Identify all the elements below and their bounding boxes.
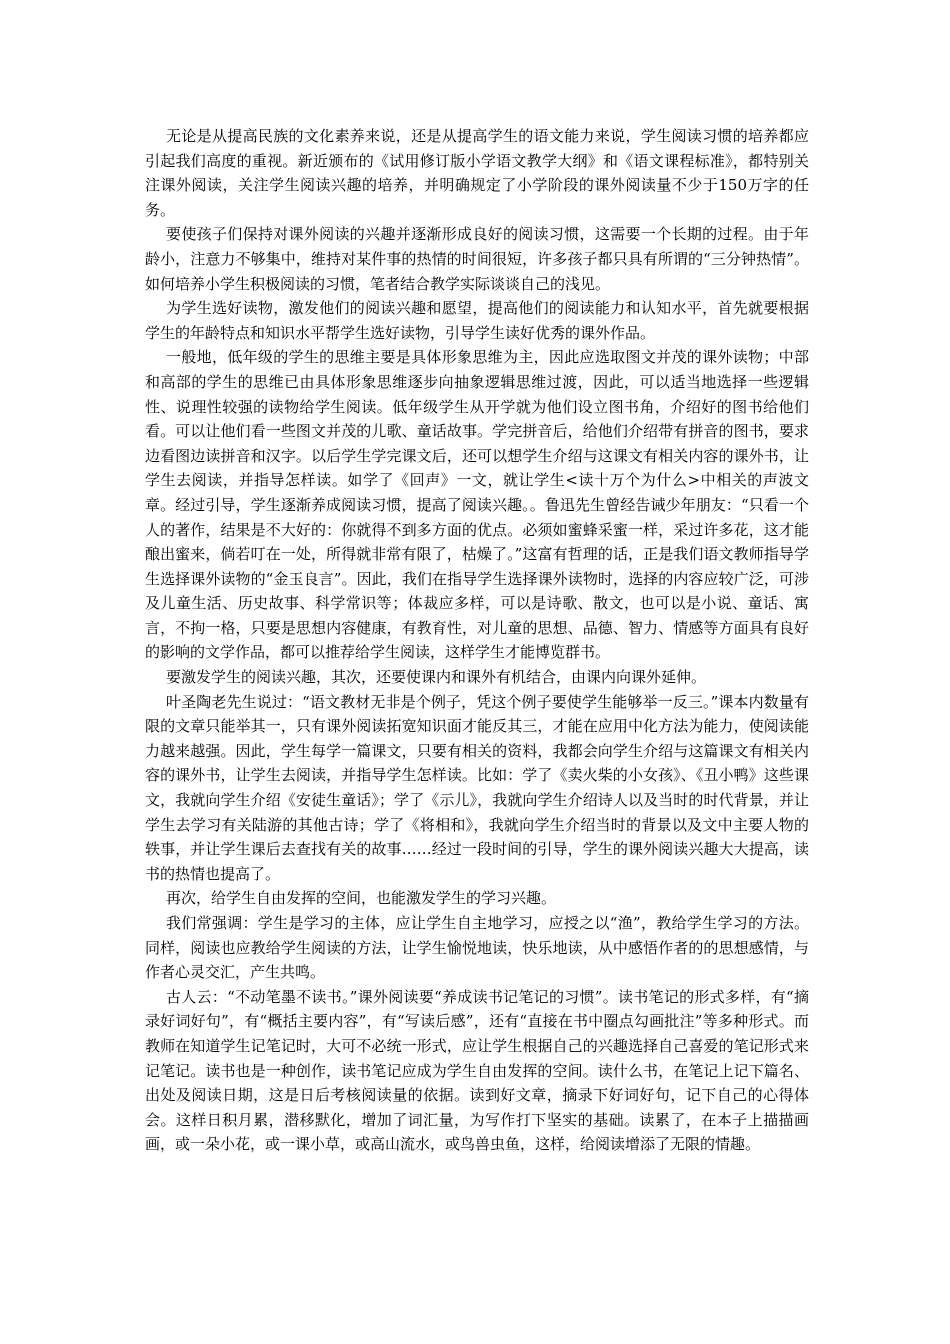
paragraph-reading-notes: 古人云：“不动笔墨不读书。”课外阅读要“养成读书记笔记的习惯”。读书笔记的形式多样，有“摘录好词好句”，有“概括主要内容”，有“写读后感”，还有“直接在书中圈点勾画批注”等多种形式。而教师在知道学生记笔记时，大可不必统一形式，应让学生根据自己的兴趣选择自己喜爱的笔记形式来记笔记。读书也是一种创作，读书笔记应成为学生自由发挥的空间。读什么书，在笔记上记下篇名、出处及阅读日期，这是日后考核阅读量的依据。读到好文章，摘录下好词好句，记下自己的心得体会。这样日积月累，潜移默化，增加了词汇量，为写作打下坚实的基础。读累了，在本子上描描画画，或一朵小花，或一课小草，或高山流水，或鸟兽虫鱼，这样，给阅读增添了无限的情趣。 (145, 987, 809, 1154)
paragraph-in-class-extension: 要激发学生的阅读兴趣，其次，还要使课内和课外有机结合，由课内向课外延伸。 (166, 668, 707, 687)
document-body (145, 124, 809, 1157)
paragraph-ye-shengtao: 叶圣陶老先生说过：“语文教材无非是个例子，凭这个例子要使学生能够举一反三。”课本内数量有限的文章只能举其一，只有课外阅读拓宽知识面才能反其三，才能在应用中化方法为能力，使阅读能力越来越强。因此，学生每学一篇课文，只要有相关的资料，我都会向学生介绍与这篇课文有相关内容的课外书，让学生去阅读，并指导学生怎样读。比如：学了《卖火柴的小女孩》、《丑小鸭》这些课文，我就向学生介绍《安徒生童话》；学了《示儿》，我就向学生介绍诗人以及当时的时代背景，并让学生去学习有关陆游的其他古诗；学了《将相和》，我就向学生介绍当时的背景以及文中主要人物的轶事，并让学生课后去查找有关的故事……经过一段时间的引导，学生的课外阅读兴趣大大提高，读书的热情也提高了。 (145, 692, 809, 883)
paragraph-intro: 无论是从提高民族的文化素养来说，还是从提高学生的语文能力来说，学生阅读习惯的培养都应引起我们高度的重视。新近颁布的《试用修订版小学语文教学大纲》和《语文课程标准》，都特别关注课外阅读，关注学生阅读兴趣的培养，并明确规定了小学阶段的课外阅读量不少于150万字的任务。 (145, 127, 809, 219)
paragraph-reading-method: 我们常强调：学生是学习的主体，应让学生自主地学习，应授之以“渔”，教给学生学习的方法。同样，阅读也应教给学生阅读的方法，让学生愉悦地读，快乐地读，从中感悟作者的的思想感情，与作者心灵交汇，产生共鸣。 (145, 914, 809, 982)
paragraph-choose-reading: 为学生选好读物，激发他们的阅读兴趣和愿望，提高他们的阅读能力和认知水平，首先就要根据学生的年龄特点和知识水平帮学生选好读物，引导学生读好优秀的课外作品。 (145, 299, 809, 342)
paragraph-long-process: 要使孩子们保持对课外阅读的兴趣并逐渐形成良好的阅读习惯，这需要一个长期的过程。由于年龄小，注意力不够集中，维持对某件事的热情的时间很短，许多孩子都只具有所谓的“三分钟热情”。如何培养小学生积极阅读的习惯，笔者结合教学实际谈谈自己的浅见。 (145, 225, 809, 293)
paragraph-free-space: 再次，给学生自由发挥的空间，也能激发学生的学习兴趣。 (166, 889, 557, 908)
paragraph-grade-levels: 一般地，低年级的学生的思维主要是具体形象思维为主，因此应选取图文并茂的课外读物；中部和高部的学生的思维已由具体形象思维逐步向抽象逻辑思维过渡，因此，可以适当地选择一些逻辑性、说理性较强的读物给学生阅读。低年级学生从开学就为他们设立图书角，介绍好的图书给他们看。可以让他们看一些图文并茂的儿歌、童话故事。学完拼音后，给他们介绍带有拼音的图书，要求边看图边读拼音和汉字。以后学生学完课文后，还可以想学生介绍与这课文有相关内容的课外书，让学生去阅读，并指导怎样读。如学了《回声》一文，就让学生<读十万个为什么>中相关的声波文章。经过引导，学生逐渐养成阅读习惯，提高了阅读兴趣。。鲁迅先生曾经告诫少年朋友：“只看一个人的著作，结果是不大好的：你就得不到多方面的优点。必须如蜜蜂采蜜一样，采过许多花，这才能酿出蜜来，倘若叮在一处，所得就非常有限了，枯燥了。”这富有哲理的话，正是我们语文教师指导学生选择课外读物的“金玉良言”。因此，我们在指导学生选择课外读物时，选择的内容应较广泛，可涉及儿童生活、历史故事、科学常识等；体裁应多样，可以是诗歌、散文，也可以是小说、童话、寓言，不拘一格，只要是思想内容健康，有教育性，对儿童的思想、品德、智力、情感等方面具有良好的影响的文学作品，都可以推荐给学生阅读，这样学生才能博览群书。 (145, 348, 809, 662)
